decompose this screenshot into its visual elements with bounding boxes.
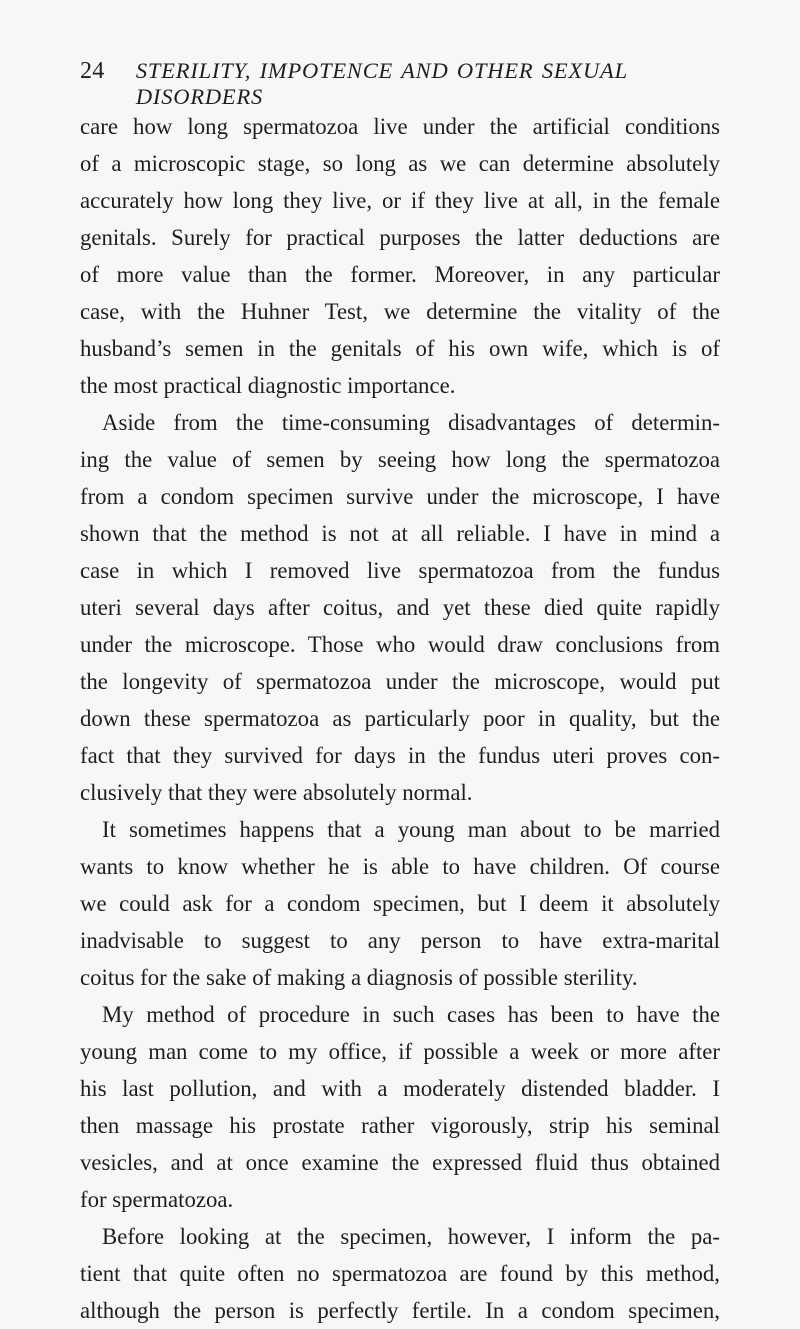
text-line: husband’s semen in the genitals of his own wife, which is of [80, 336, 720, 361]
text-line: although the person is perfectly fertile. In a condom specimen, [80, 1298, 720, 1323]
running-title: STERILITY, IMPOTENCE AND OTHER SEXUAL DISORDERS [135, 58, 628, 109]
text-line: tient that quite often no spermatozoa are found by this method, [80, 1261, 720, 1286]
text-line: the longevity of spermatozoa under the microscope, would put [80, 669, 720, 694]
text-line: accurately how long they live, or if they live at all, in the female [80, 188, 720, 213]
body-text [80, 108, 720, 1329]
text-line: of more value than the former. Moreover, in any particular [80, 262, 720, 287]
text-line: case, with the Huhner Test, we determine the vitality of the [80, 299, 720, 324]
text-line: uteri several days after coitus, and yet these died quite rapidly [80, 595, 720, 620]
text-line: coitus for the sake of making a diagnosis of possible sterility. [80, 965, 638, 990]
text-line: care how long spermatozoa live under the artificial conditions [80, 114, 720, 139]
text-line: under the microscope. Those who would draw conclusions from [80, 632, 720, 657]
page-number: 24 [80, 58, 105, 84]
text-line: Before looking at the specimen, however, I inform the pa- [102, 1224, 720, 1249]
text-line: genitals. Surely for practical purposes the latter deductions are [80, 225, 720, 250]
text-line: clusively that they were absolutely normal. [80, 780, 473, 805]
text-line: My method of procedure in such cases has been to have the [102, 1002, 720, 1027]
text-line: down these spermatozoa as particularly poor in quality, but the [80, 706, 720, 731]
text-line: wants to know whether he is able to have children. Of course [80, 854, 720, 879]
text-line: inadvisable to suggest to any person to have extra-marital [80, 928, 720, 953]
text-line: vesicles, and at once examine the expressed fluid thus obtained [80, 1150, 720, 1175]
text-line: his last pollution, and with a moderately distended bladder. I [80, 1076, 720, 1101]
text-line: for spermatozoa. [80, 1187, 234, 1212]
text-line: Aside from the time-consuming disadvantages of determin- [102, 410, 720, 435]
text-line: we could ask for a condom specimen, but I deem it absolutely [80, 891, 720, 916]
text-line: fact that they survived for days in the fundus uteri proves con- [80, 743, 720, 768]
text-line: ing the value of semen by seeing how long the spermatozoa [80, 447, 720, 472]
text-line: It sometimes happens that a young man about to be married [102, 817, 720, 842]
text-line: young man come to my office, if possible a week or more after [80, 1039, 720, 1064]
text-line: from a condom specimen survive under the microscope, I have [80, 484, 720, 509]
text-line: shown that the method is not at all reliable. I have in mind a [80, 521, 720, 546]
running-head [80, 58, 720, 109]
text-line: case in which I removed live spermatozoa from the fundus [80, 558, 720, 583]
text-line: of a microscopic stage, so long as we can determine absolutely [80, 151, 720, 176]
text-line: then massage his prostate rather vigorously, strip his seminal [80, 1113, 720, 1138]
text-line: the most practical diagnostic importance. [80, 373, 456, 398]
